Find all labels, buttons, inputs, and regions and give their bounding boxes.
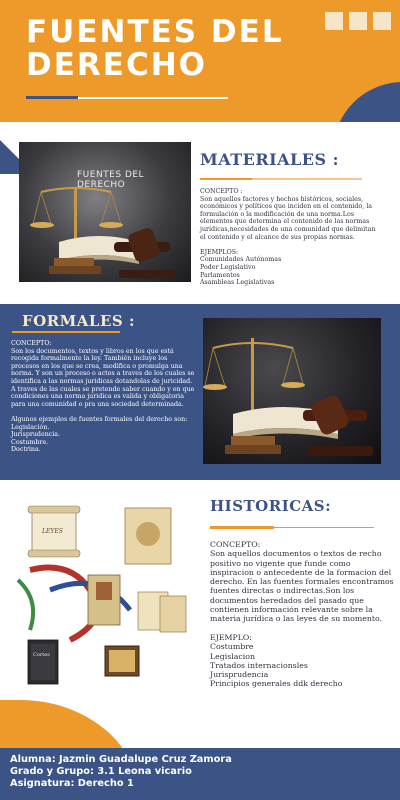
decor-square	[325, 12, 343, 30]
page-title	[26, 16, 326, 82]
formales-underline	[12, 331, 120, 333]
materiales-underline-light	[252, 178, 362, 180]
decor-square	[373, 12, 391, 30]
decor-circle	[333, 82, 400, 122]
historicas-text	[210, 540, 394, 689]
header-underline	[78, 97, 228, 99]
historicas-underline	[272, 527, 374, 528]
student-name: Alumna: Jazmin Guadalupe Cruz Zamora	[10, 754, 232, 765]
title-line-2: DERECHO	[26, 47, 208, 83]
materiales-body: CONCEPTO : Son aquellos factores y hechos históricos, sociales, económicos y políticos que inciden en el contenido, la formulación o la modificación de una norma.Los elementos que determina el contenido de las normas jurídicas,necesidades de una comunidad que delimitan el contenido y el alcance de sus propias normas. EJEMPLOS: Comunidades Autónomas Poder Legislativo Parlamentos Asambleas Legislativas	[200, 188, 376, 287]
scales-gavel-illustration	[19, 142, 191, 282]
formales-body: CONCEPTO: Son los documentos, textos y libros en los que está recogida formalmente la ley. También incluye los procesos en los que se crea, modifica o promulga una norma. Y son un proceso o actos a traves de los cuales se identifica a las normas juridicas dotandolas de juricidad. A traves de las cuales se pretende saber cuando y en que condiciones una norma juridica es valida y obligatoria para una comunidad o pra una sociedad determinada. Algunos ejemplos de fuentes formales del derecho son: Legislación. Jurisprudencia. Costumbre. Doctrina.	[11, 340, 195, 454]
student-subject: Asignatura: Derecho 1	[10, 778, 134, 789]
title-line-1: FUENTES DEL	[26, 14, 284, 50]
student-info	[10, 754, 232, 790]
photo-caption: FUENTES DEL DERECHO	[77, 170, 145, 190]
historicas-heading: HISTORICAS:	[210, 497, 332, 515]
historicas-underline-accent	[210, 526, 274, 529]
historic-documents-illustration	[10, 500, 195, 690]
scales-gavel-illustration	[203, 318, 381, 464]
header-banner	[0, 0, 400, 122]
scales-gavel-photo	[203, 318, 381, 464]
book-icon	[28, 640, 58, 684]
book-label: Cortes	[33, 652, 50, 658]
historicas-body: CONCEPTO: Son aquellos documentos o textos de recho positivo no vigente que funde como inspiracion o antecedente de la formacion del derecho. En las fuentes formales encontramos fuentes directas o indirectas.Son los documentos heredados del pasado que contienen información relevante sobre la materia jurídica o las leyes de su momento. EJEMPLO: Costumbre Legislacion Tratados internacionsles Jurisprudencia Principios generales ddk derecho	[210, 540, 394, 689]
historic-collage	[10, 500, 195, 690]
scroll-label: LEYES	[42, 528, 63, 535]
formales-heading: FORMALES :	[22, 312, 135, 330]
student-group: Grado y Grupo: 3.1 Leona vicario	[10, 766, 192, 777]
materiales-text	[200, 188, 382, 287]
header-underline-accent	[26, 96, 78, 99]
formales-text	[11, 340, 195, 454]
materiales-heading: MATERIALES :	[200, 150, 340, 169]
justice-scales-photo	[19, 142, 191, 282]
scroll-icon	[28, 506, 80, 557]
decor-square	[349, 12, 367, 30]
